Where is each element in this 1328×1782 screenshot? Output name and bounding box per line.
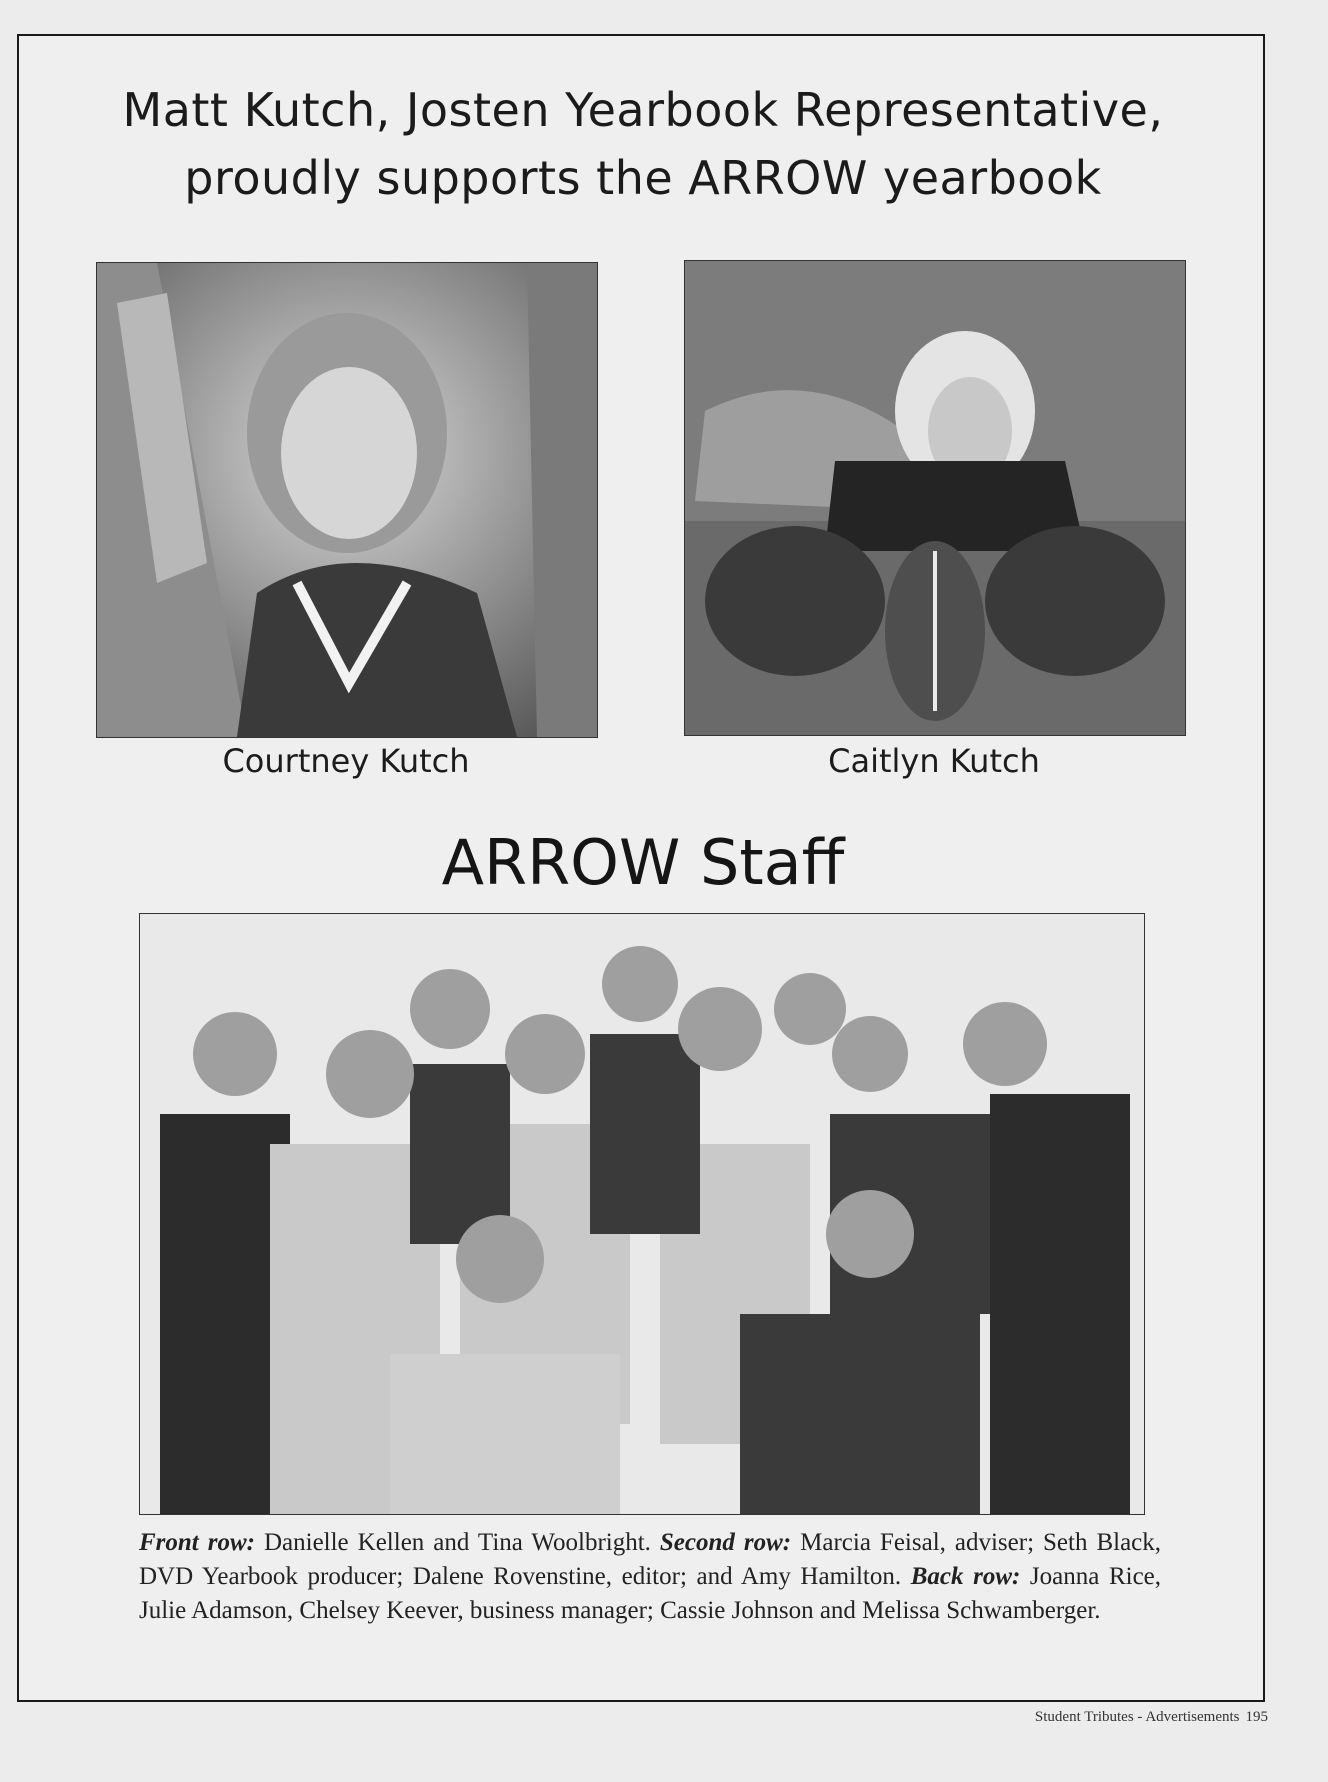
portrait-caption-caitlyn: Caitlyn Kutch: [828, 742, 1040, 780]
back-row-names: Joanna Rice, Julie Adamson, Chelsey Keever, business manager; Cassie Johnson and Melissa Schwamberger.: [139, 1563, 1162, 1624]
headline-line-2: proudly supports the ARROW yearbook: [184, 151, 1102, 205]
second-row-names: Marcia Feisal, adviser; Seth Black, DVD Yearbook producer; Dalene Rovenstine, editor; and Amy Hamilton.: [139, 1529, 1162, 1590]
page-number: 195: [1245, 1709, 1268, 1725]
front-row-label: Front row:: [139, 1529, 255, 1556]
back-row-label: Back row:: [910, 1563, 1021, 1590]
staff-section-title: ARROW Staff: [441, 826, 845, 899]
staff-group-photo: [139, 913, 1145, 1515]
second-row-label: Second row:: [659, 1529, 792, 1556]
portrait-caption-courtney: Courtney Kutch: [222, 742, 470, 780]
headline-line-1: Matt Kutch, Josten Yearbook Representative,: [122, 83, 1164, 137]
footer-section: Student Tributes - Advertisements: [1034, 1709, 1240, 1725]
page-headline: [49, 76, 1237, 212]
portrait-photo-courtney: [96, 262, 598, 738]
page-frame: [17, 34, 1265, 1702]
portrait-photo-caitlyn: [684, 260, 1186, 736]
page-footer: [1035, 1709, 1268, 1726]
staff-caption: [139, 1526, 1161, 1628]
front-row-names: Danielle Kellen and Tina Woolbright.: [254, 1529, 660, 1556]
